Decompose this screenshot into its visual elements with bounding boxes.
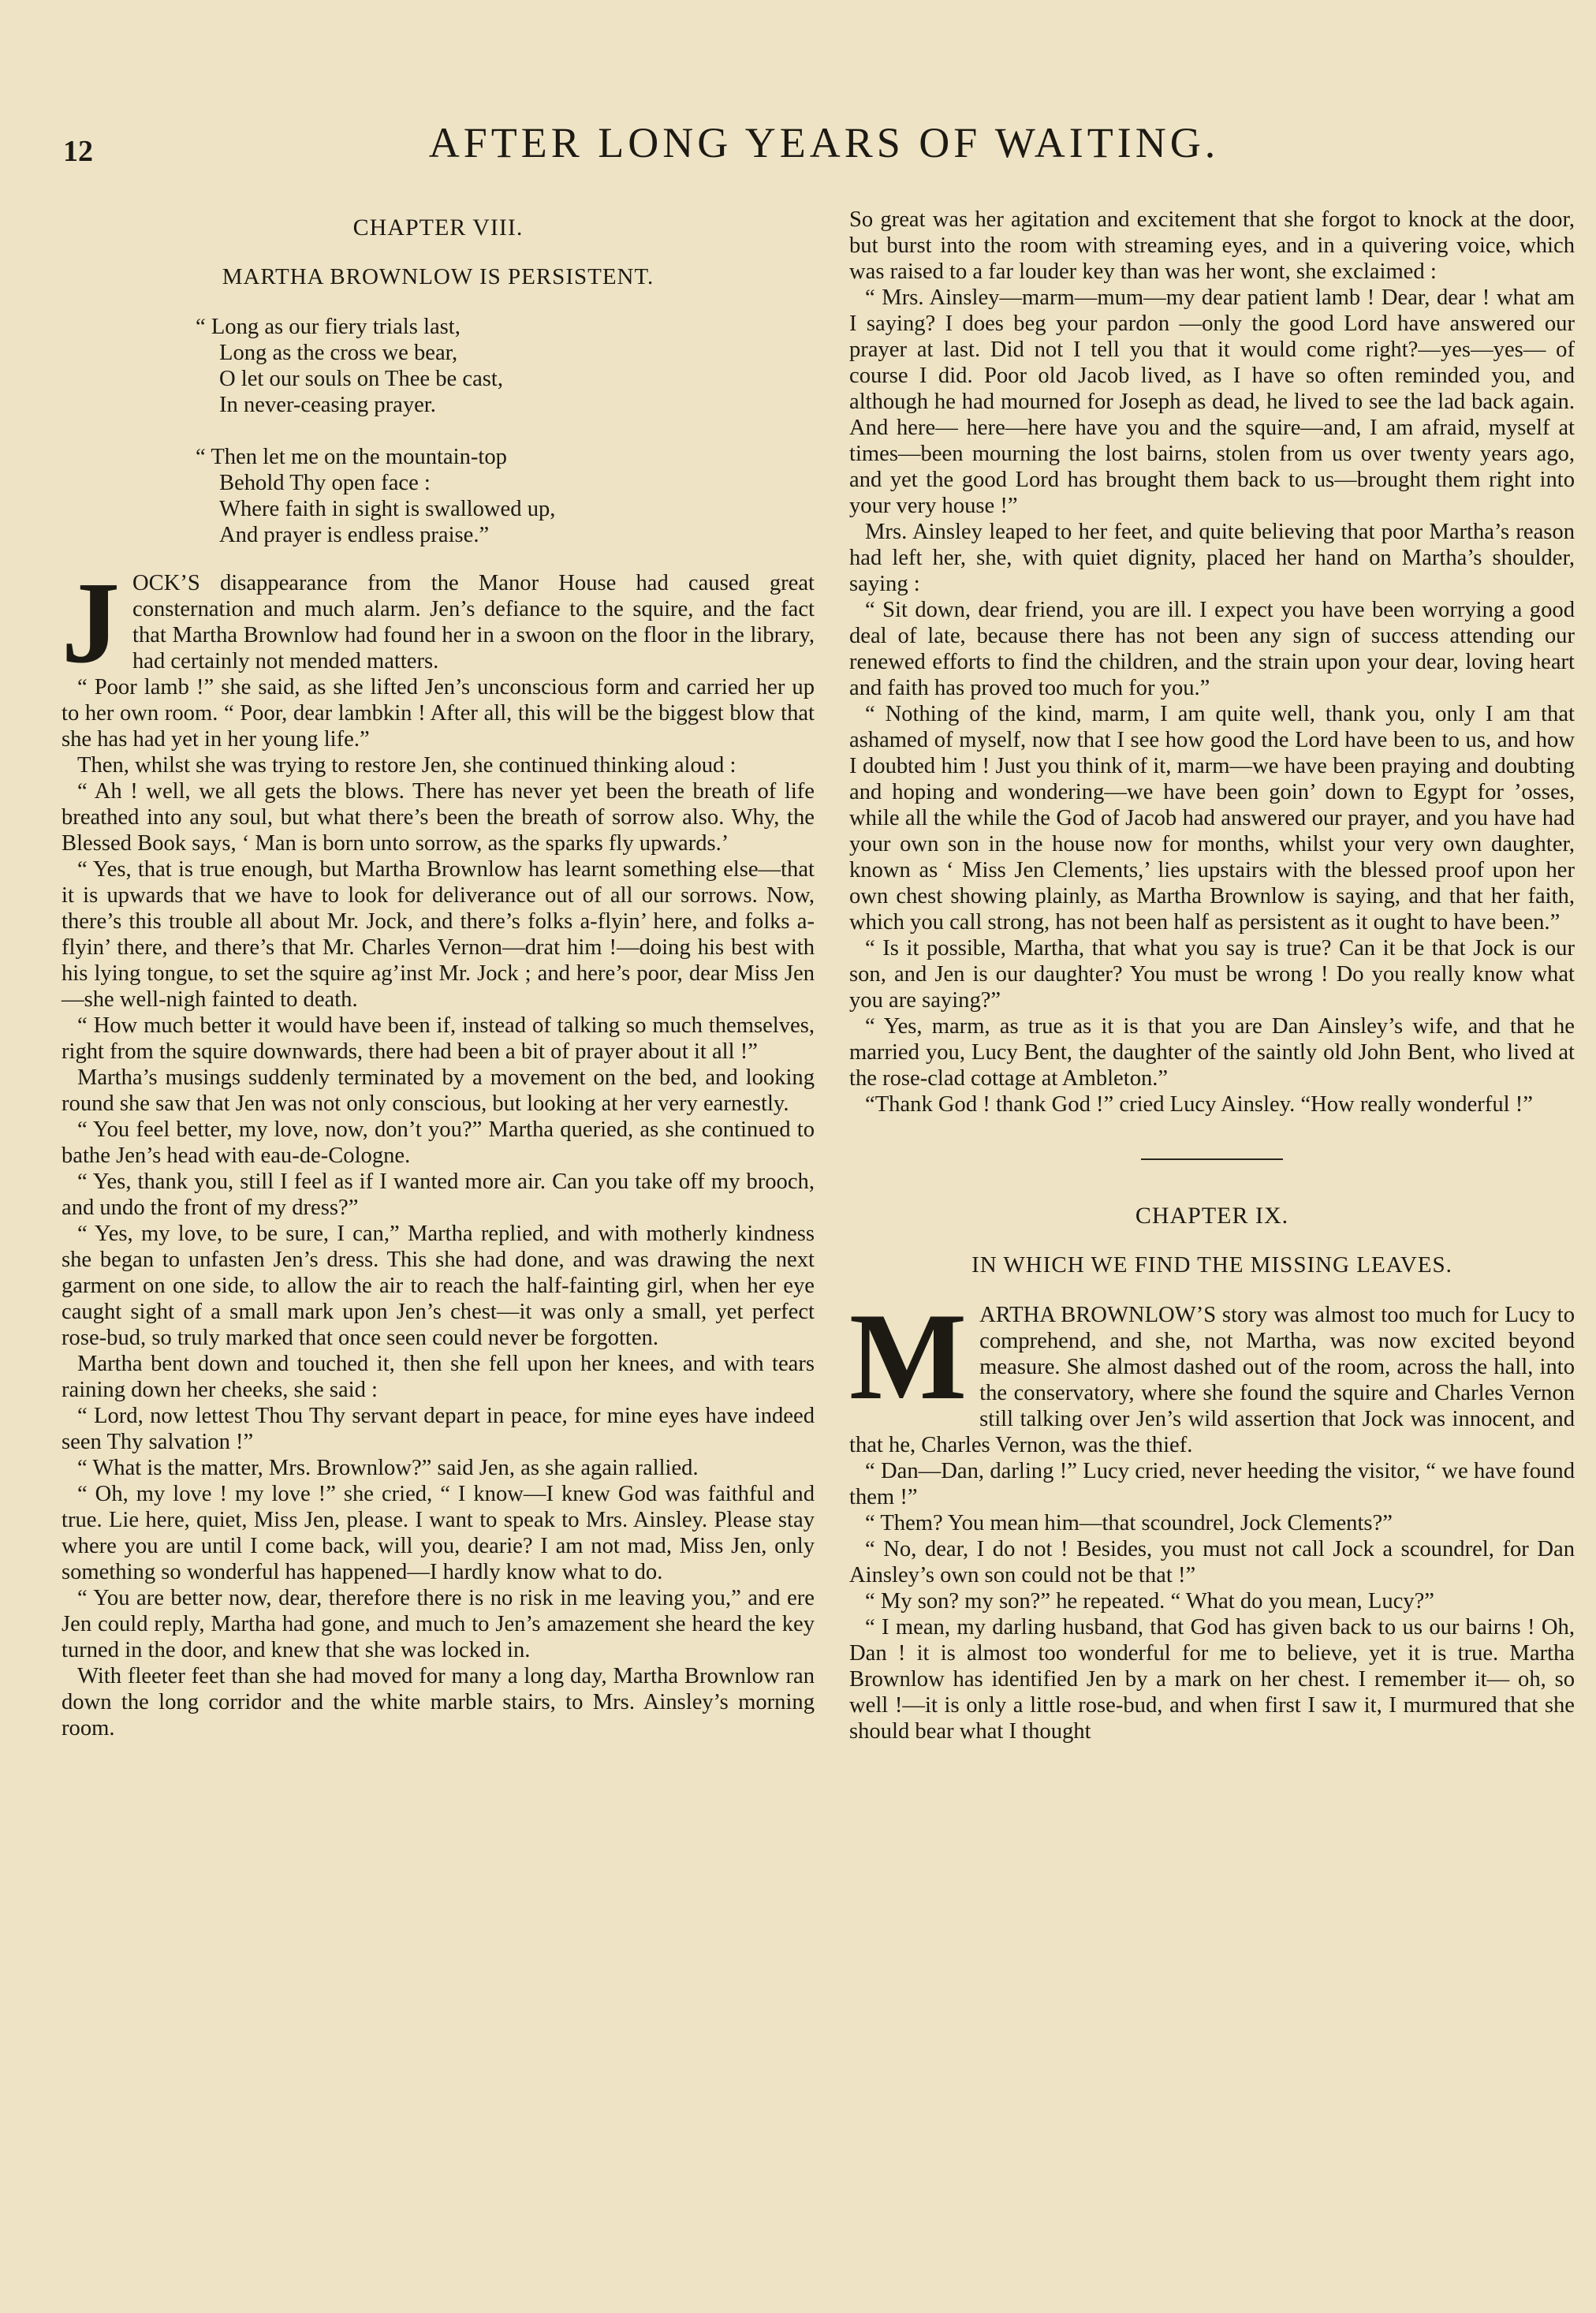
paragraph: With fleeter feet than she had moved for many a long day, Martha Brownlow ran down the long corridor and the white marble stairs, to Mrs. Ainsley’s morning room. (62, 1664, 815, 1740)
right-column (849, 207, 1575, 1744)
paragraph: “ You feel better, my love, now, don’t you?” Martha queried, as she continued to bathe Jen’s head with eau-de-Cologne. (62, 1117, 815, 1168)
paragraph: “ Sit down, dear friend, you are ill. I expect you have been worrying a good deal of late, because there has not been any sign of success attending our renewed efforts to find the children, and the strain upon your dear, loving heart and faith has proved too much for you.” (849, 598, 1575, 700)
drop-cap-m: M (849, 1288, 968, 1426)
paragraph: “ Nothing of the kind, marm, I am quite well, thank you, only I am that ashamed of myself, now that I see how good the Lord have been to us, and how I doubted him ! Just you think of it, marm—we have been praying and doubting and hoping and wondering—we have been goin’ down to Egypt for ’osses, while all the while the God of Jacob had answered our prayer, and you have had your own son in the house now for months, whilst your very own daughter, known as ‘ Miss Jen Clements,’ lies upstairs with the blessed proof upon her own chest showing plainly, as Martha Brownlow is saying, and that her faith, which you call strong, has not been half as persistent as it ought to have been.” (849, 702, 1575, 935)
paragraph: Martha’s musings suddenly terminated by a movement on the bed, and looking round she saw that Jen was not only conscious, but looking at her very earnestly. (62, 1065, 815, 1116)
paragraph: “ No, dear, I do not ! Besides, you must not call Jock a scoundrel, for Dan Ainsley’s own son could not be that !” (849, 1537, 1575, 1587)
verse-line: Behold Thy open face : (219, 471, 431, 495)
paragraph: “ Poor lamb !” she said, as she lifted Jen’s unconscious form and carried her up to her own room. “ Poor, dear lambkin ! After all, this will be the biggest blow that she has had yet in her young life.” (62, 675, 815, 752)
paragraph: “ Lord, now lettest Thou Thy servant depart in peace, for mine eyes have indeed seen Thy salvation !” (62, 1404, 815, 1454)
paragraph: “ I mean, my darling husband, that God has given back to us our bairns ! Oh, Dan ! it is almost too wonderful for me to believe, yet it is true. Martha Brownlow has identified Jen by a mark on her chest. I remember it— oh, so well !—it is only a little rose-bud, and when first I saw it, I murmured that she should bear what I thought (849, 1615, 1575, 1744)
paragraph: JOCK’S disappearance from the Manor House had caused great consternation and much alarm. Jen’s defiance to the squire, and the fact that Martha Brownlow had found her in a swoon on the floor in the library, had certainly not mended matters. (62, 558, 815, 688)
paragraph: “ Yes, marm, as true as it is that you are Dan Ainsley’s wife, and that he married you, Lucy Bent, the daughter of the saintly old John Bent, who lived at the rose-clad cottage at Ambleton.” (849, 1014, 1575, 1091)
verse-line: Where faith in sight is swallowed up, (219, 497, 556, 521)
paragraph: So great was her agitation and excitement that she forgot to knock at the door, but burst into the room with streaming eyes, and in a quivering voice, which was raised to a far louder key than was her wont, she exclaimed : (849, 207, 1575, 284)
verse-line: In never-ceasing prayer. (219, 393, 436, 417)
paragraph: Martha bent down and touched it, then she fell upon her knees, and with tears raining down her cheeks, she said : (62, 1352, 815, 1402)
paragraph: Then, whilst she was trying to restore Jen, she continued thinking aloud : (77, 753, 736, 778)
section-divider (1141, 1158, 1283, 1160)
page-number: 12 (63, 135, 93, 168)
paragraph: MARTHA BROWNLOW’S story was almost too much for Lucy to comprehend, and she, not Martha, was now excited beyond measure. She almost dashed out of the room, across the hall, into the conservatory, where she found the squire and Charles Vernon still talking over Jen’s wild assertion that Jock was innocent, and that he, Charles Vernon, was the thief. (849, 1288, 1575, 1457)
verse-line: O let our souls on Thee be cast, (219, 367, 503, 391)
paragraph: “ Dan—Dan, darling !” Lucy cried, never heeding the visitor, “ we have found them !” (849, 1459, 1575, 1509)
left-column (62, 207, 815, 1741)
paragraph: “ Mrs. Ainsley—marm—mum—my dear patient lamb ! Dear, dear ! what am I saying? I does beg your pardon —only the good Lord have answered our prayer at last. Did not I tell you that it would come right?—yes—yes— of course I did. Poor old Jacob lived, as I have so often reminded you, and although he had mourned for Joseph as dead, he lived to see the lad back again. And here— here—here have you and the squire—and, I am afraid, myself at times—been mourning the lost bairns, stolen from us over twenty years ago, and yet the good Lord has brought them back to us—brought them right into your very house !” (849, 285, 1575, 518)
paragraph: “ Yes, that is true enough, but Martha Brownlow has learnt something else—that it is upwards that we have to look for deliverance out of all our sorrows. Now, there’s this trouble all about Mr. Jock, and there’s folks a-flyin’ here, and folks a-flyin’ there, and there’s that Mr. Charles Vernon—drat him !—doing his best with his lying tongue, to set the squire ag’inst Mr. Jock ; and here’s poor, dear Miss Jen—she well-nigh fainted to death. (62, 857, 815, 1012)
verse-line: And prayer is endless praise.” (219, 523, 490, 547)
paragraph: “ Is it possible, Martha, that what you say is true? Can it be that Jock is our son, and Jen is our daughter? You must be wrong ! Do you really know what you are saying?” (849, 936, 1575, 1013)
chapter-9-number: CHAPTER IX. (1135, 1203, 1289, 1229)
running-title: AFTER LONG YEARS OF WAITING. (428, 119, 1220, 166)
chapter-8-number: CHAPTER VIII. (352, 215, 524, 241)
epigraph-verse (196, 314, 815, 548)
paragraph: “Thank God ! thank God !” cried Lucy Ainsley. “How really wonderful !” (865, 1092, 1533, 1117)
paragraph: “ Yes, my love, to be sure, I can,” Martha replied, and with motherly kindness she began to unfasten Jen’s dress. This she had done, and was drawing the next garment on one side, to allow the air to reach the half-fainting girl, when her eye caught sight of a small mark upon Jen’s chest—it was only a small, yet perfect rose-bud, so truly marked that once seen could never be forgotten. (62, 1222, 815, 1350)
paragraph: Mrs. Ainsley leaped to her feet, and quite believing that poor Martha’s reason had left her, she, with quiet dignity, placed her hand on Martha’s shoulder, saying : (849, 520, 1575, 596)
paragraph: “ What is the matter, Mrs. Brownlow?” said Jen, as she again rallied. (77, 1456, 699, 1480)
chapter-9-title: IN WHICH WE FIND THE MISSING LEAVES. (971, 1252, 1452, 1278)
paragraph: “ Oh, my love ! my love !” she cried, “ I know—I knew God was faithful and true. Lie here, quiet, Miss Jen, please. I want to speak to Mrs. Ainsley. Please stay where you are until I come back, will you, dearie? I am not mad, Miss Jen, only something so wonderful has happened—I hardly know what to do. (62, 1482, 815, 1584)
verse-line: “ Long as our fiery trials last, (196, 315, 461, 339)
paragraph: “ My son? my son?” he repeated. “ What do you mean, Lucy?” (865, 1589, 1434, 1614)
paragraph: “ You are better now, dear, therefore there is no risk in me leaving you,” and ere Jen could reply, Martha had gone, and much to Jen’s amazement she heard the key turned in the door, and knew that she was locked in. (62, 1586, 815, 1662)
verse-line: Long as the cross we bear, (219, 341, 458, 365)
paragraph: “ Ah ! well, we all gets the blows. There has never yet been the breath of life breathed into any soul, but what there’s been the breath of sorrow also. Why, the Blessed Book says, ‘ Man is born unto sorrow, as the sparks fly upwards.’ (62, 779, 815, 856)
drop-cap-j: J (62, 558, 120, 688)
paragraph: “ Them? You mean him—that scoundrel, Jock Clements?” (865, 1511, 1393, 1535)
chapter-8-title: MARTHA BROWNLOW IS PERSISTENT. (222, 264, 654, 289)
paragraph: “ How much better it would have been if, instead of talking so much themselves, right from the squire downwards, there had been a bit of prayer about it all !” (62, 1013, 815, 1064)
verse-line: “ Then let me on the mountain-top (196, 445, 507, 469)
paragraph: “ Yes, thank you, still I feel as if I wanted more air. Can you take off my brooch, and undo the front of my dress?” (62, 1170, 815, 1220)
